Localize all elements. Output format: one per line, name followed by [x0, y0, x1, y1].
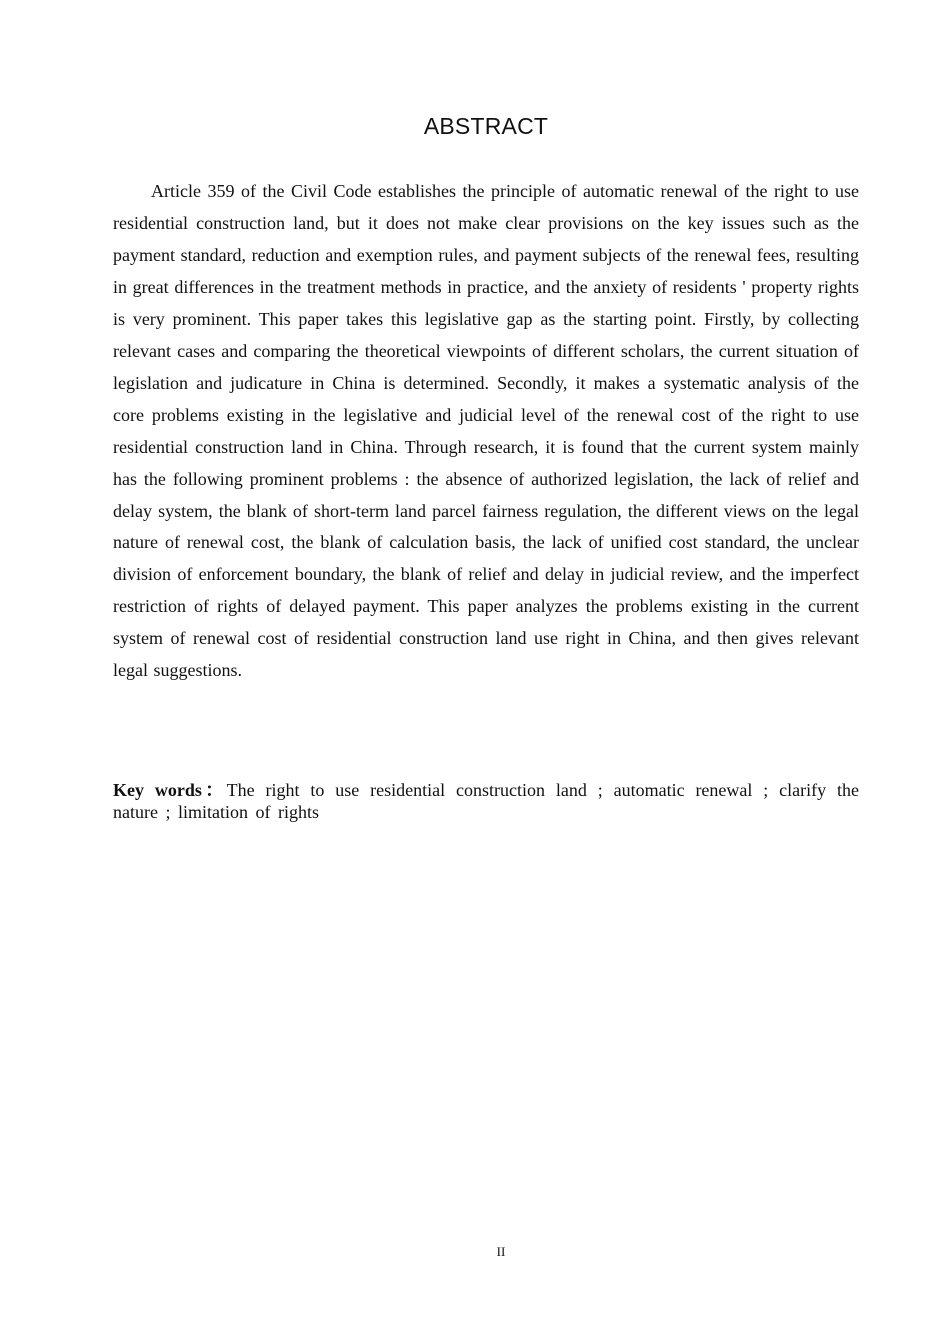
keywords-label: Key words：: [113, 780, 227, 800]
page-number: II: [496, 1244, 506, 1259]
abstract-paragraph: Article 359 of the Civil Code establishes the principle of automatic renewal of the right to use residential construction land, but it does not make clear provisions on the key issues such as the payment standard, reduction and exemption rules, and payment subjects of the renewal fees, resulting in great differences in the treatment methods in practice, and the anxiety of residents ' property rights is very prominent. This paper takes this legislative gap as the starting point. Firstly, by collecting relevant cases and comparing the theoretical viewpoints of different scholars, the current situation of legislation and judicature in China is determined. Secondly, it makes a systematic analysis of the core problems existing in the legislative and judicial level of the renewal cost of the right to use residential construction land in China. Through research, it is found that the current system mainly has the following prominent problems : the absence of authorized legislation, the lack of relief and delay system, the blank of short-term land parcel fairness regulation, the different views on the legal nature of renewal cost, the blank of calculation basis, the lack of unified cost standard, the unclear division of enforcement boundary, the blank of relief and delay in judicial review, and the imperfect restriction of rights of delayed payment. This paper analyzes the problems existing in the current system of renewal cost of residential construction land use right in China, and then gives relevant legal suggestions.: [113, 181, 859, 681]
keywords-paragraph: [113, 779, 859, 823]
keywords-text: The right to use residential construction land ; automatic renewal ; clarify the nature ; limitation of rights: [113, 780, 860, 822]
abstract-title: ABSTRACT: [423, 113, 549, 139]
